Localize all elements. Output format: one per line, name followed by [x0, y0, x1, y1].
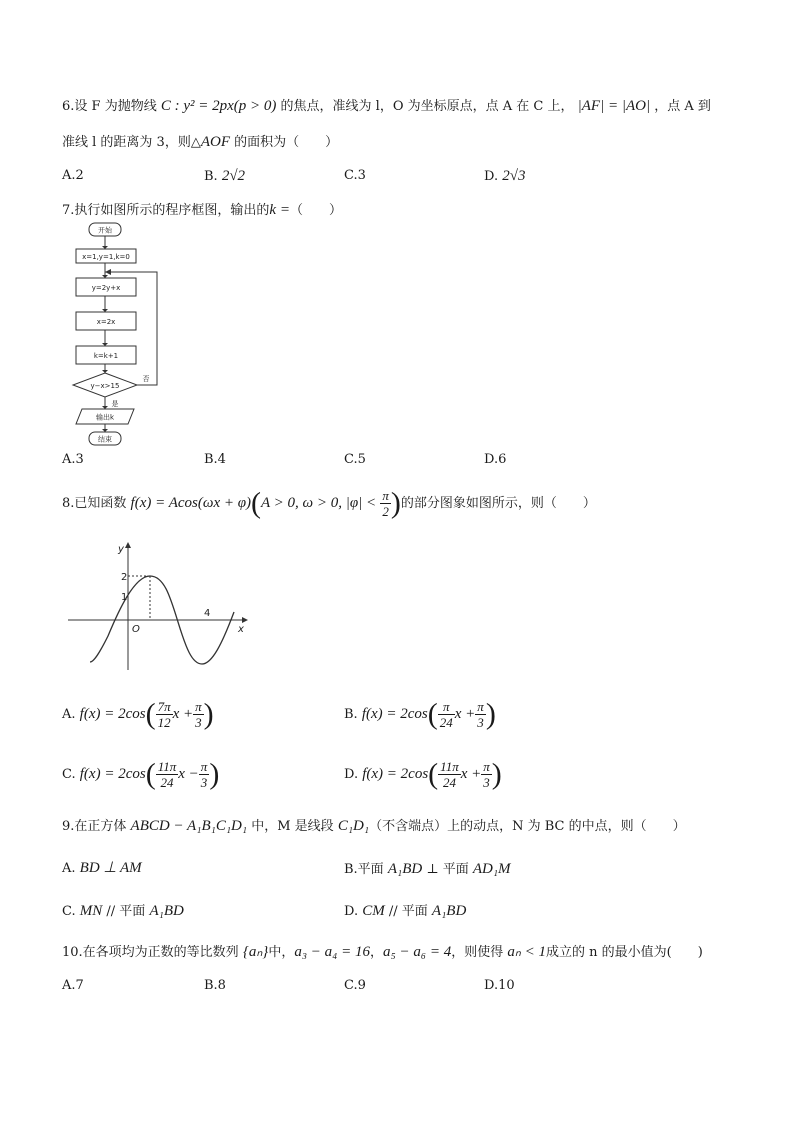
graph-tick-4: 4: [204, 608, 211, 619]
q7-k-math: k =: [269, 202, 290, 218]
q10-text: 中，: [268, 945, 295, 960]
q7-option-a: A.3: [62, 452, 84, 467]
flow-yes-label: 是: [111, 400, 119, 408]
q9-option-a: A. BD ⊥ AM: [62, 860, 142, 876]
q8-function-formula: f(x) = Acos(ωx + φ): [130, 495, 252, 511]
q9-text: （不含端点）上的动点，N 为 BC 的中点，则（ ）: [369, 819, 686, 834]
q6-text: 的焦点，准线为 l，O 为坐标原点，点 A 在 C 上，: [280, 99, 574, 114]
flow-step2-text: x=2x: [96, 318, 116, 326]
graph-origin-label: O: [132, 624, 140, 635]
q6-option-c: C.3: [344, 168, 366, 183]
q8-option-b: B. f(x) = 2cos( $\frac{\pi}{24}$ x + $\frac{\pi}{3}$ ): [344, 697, 496, 731]
q8-text: 的部分图象如图所示，则（ ）: [400, 496, 596, 511]
q6-text: ，点 A 到: [654, 99, 711, 114]
q6-option-b: B. 2√2: [204, 168, 246, 184]
question-7-options: [62, 452, 742, 472]
question-10-stem: [62, 942, 742, 963]
q10-text: 10.在各项均为正数的等比数列: [62, 945, 239, 960]
flow-step3-text: k=k+1: [93, 352, 119, 360]
q8-text: 8.已知函数: [62, 496, 127, 511]
q10-option-d: D.10: [484, 978, 515, 993]
q9-text: 中，M 是线段: [251, 819, 334, 834]
q8-option-d: D. f(x) = 2cos( $\frac{11\pi}{24}$ x + $\frac{\pi}{3}$ ): [344, 757, 502, 791]
q9-option-d: D. CM // 平面 A₁BD: [344, 903, 467, 919]
flow-step1-text: y=2y+x: [91, 284, 121, 292]
q9-segment: C₁D₁: [337, 818, 370, 834]
q8-option-c: C. f(x) = 2cos( $\frac{11\pi}{24}$ x − $\frac{\pi}{3}$ ): [62, 757, 220, 791]
q10-option-a: A.7: [62, 978, 84, 993]
q10-equation-2: a₅ − a₆ = 4: [383, 944, 452, 960]
q7-text: （ ）: [289, 203, 342, 218]
q10-sequence: {aₙ}: [242, 944, 269, 960]
q9-option-b: B.平面 A₁BD ⊥ 平面 AD₁M: [344, 861, 511, 877]
q9-cube-name: ABCD − A₁B₁C₁D₁: [130, 818, 248, 834]
q9-options-row-1: [62, 858, 742, 878]
question-6-options: [62, 168, 742, 188]
flow-init-text: x=1,y=1,k=0: [82, 253, 130, 261]
q7-flowchart: [62, 220, 182, 452]
q6-text: 6.设 F 为抛物线: [62, 99, 157, 114]
graph-y-label: y: [118, 544, 124, 555]
q8-pi-over-2: $\frac{\pi}{2}$: [382, 488, 389, 519]
q7-option-c: C.5: [344, 452, 366, 467]
question-6-line-1: [62, 96, 742, 117]
q6-text: 准线 l 的距离为 3，则△: [62, 135, 201, 150]
flow-condition-text: y−x>15: [90, 382, 120, 390]
q7-option-d: D.6: [484, 452, 507, 467]
q6-text: 的面积为（ ）: [234, 135, 339, 150]
flow-output-text: 输出k: [95, 413, 115, 422]
graph-tick-1: 1: [121, 592, 128, 603]
question-6-line-2: [62, 132, 742, 153]
question-8-stem: 8.已知函数 f(x) = Acos(ωx + φ)(A > 0, ω > 0, |φ| < $\frac{\pi}{2}$ )的部分图象如图所示，则（ ）: [62, 486, 596, 520]
graph-tick-2: 2: [121, 572, 128, 583]
q9-options-row-2: [62, 900, 742, 920]
q7-text: 7.执行如图所示的程序框图，输出的: [62, 203, 270, 218]
q6-option-d: D. 2√3: [484, 168, 526, 184]
question-10-options: [62, 978, 742, 998]
q6-parabola-formula: C : y² = 2px(p > 0): [160, 98, 277, 114]
q8-option-a: A. f(x) = 2cos( $\frac{7\pi}{12}$ x + $\frac{\pi}{3}$ ): [62, 697, 214, 731]
flow-no-label: 否: [142, 375, 150, 383]
q8-condition: A > 0, ω > 0, |φ| <: [261, 495, 377, 511]
q8-function-graph: [62, 540, 252, 674]
q6-distance-formula: |AF| = |AO|: [577, 98, 651, 114]
question-7-stem: [62, 200, 742, 221]
flow-start-text: 开始: [98, 226, 112, 235]
q6-triangle-name: AOF: [200, 134, 230, 150]
q10-text: ，则使得: [451, 945, 504, 960]
graph-x-label: x: [238, 624, 244, 635]
q10-equation-1: a₃ − a₄ = 16: [294, 944, 371, 960]
q10-option-b: B.8: [204, 978, 226, 993]
q9-text: 9.在正方体: [62, 819, 127, 834]
q10-text: ，: [370, 945, 384, 960]
q9-option-c: C. MN // 平面 A₁BD: [62, 903, 184, 919]
q10-option-c: C.9: [344, 978, 366, 993]
flow-end-text: 结束: [98, 435, 112, 444]
q6-option-a: A.2: [62, 168, 84, 183]
question-9-stem: [62, 816, 742, 837]
q10-text: 成立的 n 的最小值为( ): [545, 945, 703, 960]
q10-inequality: aₙ < 1: [507, 944, 546, 960]
q7-option-b: B.4: [204, 452, 226, 467]
